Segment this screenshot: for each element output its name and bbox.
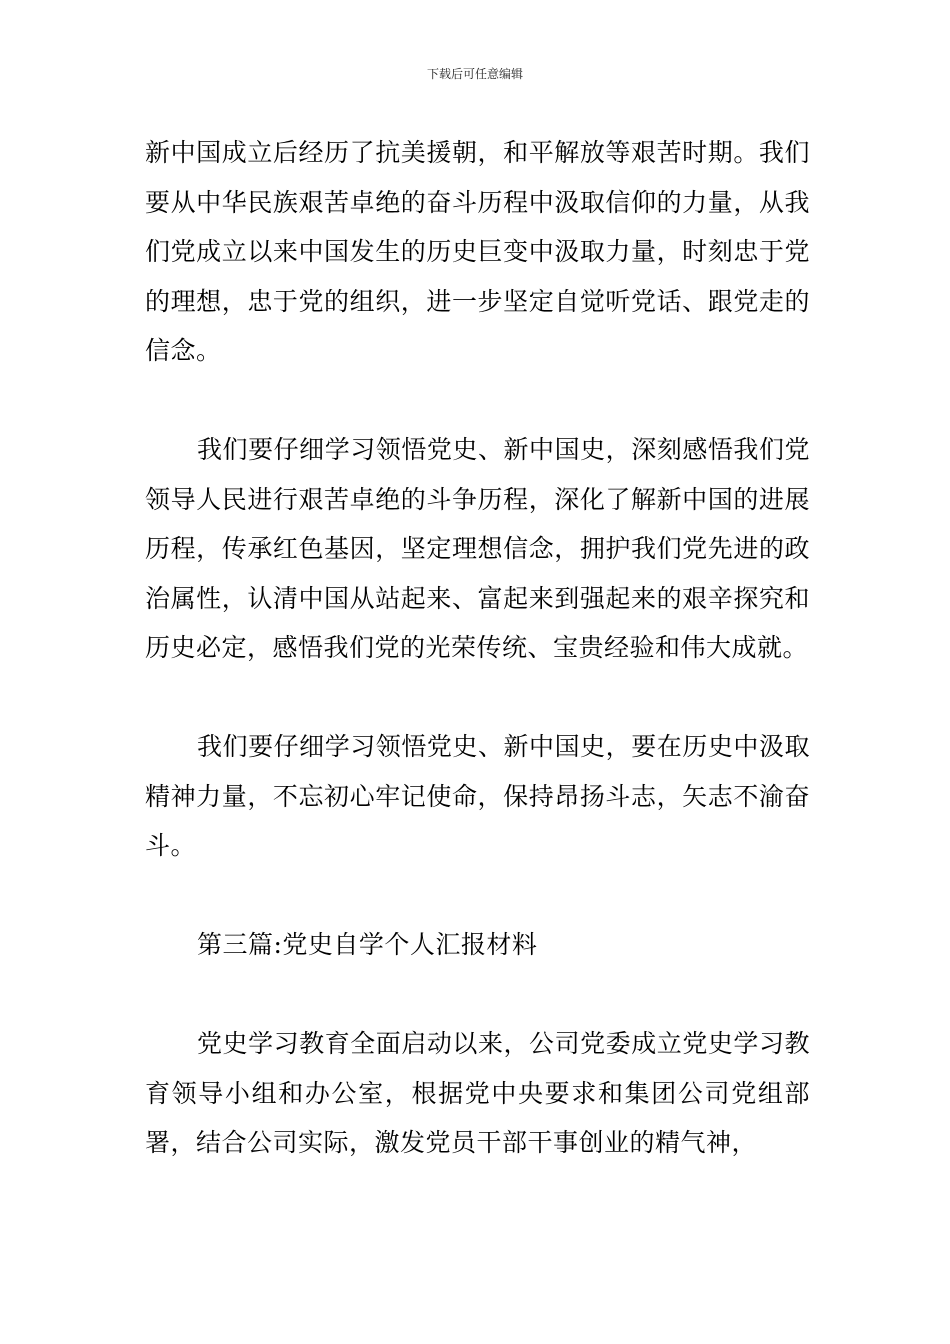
- paragraph-gap: [145, 970, 810, 1020]
- paragraph-4: 党史学习教育全面启动以来，公司党委成立党史学习教育领导小组和办公室，根据党中央要求和集团公司党组部署，结合公司实际，激发党员干部干事创业的精气神，: [145, 1029, 810, 1157]
- paragraph-gap: [145, 673, 810, 723]
- section-heading: 第三篇:党史自学个人汇报材料: [197, 930, 538, 959]
- paragraph-gap: [145, 871, 810, 921]
- paragraph-2: 我们要仔细学习领悟党史、新中国史，深刻感悟我们党领导人民进行艰苦卓绝的斗争历程，深化了解新中国的进展历程，传承红色基因，坚定理想信念，拥护我们党先进的政治属性，认清中国从站起来、富起来到强起来的艰辛探究和历史必定，感悟我们党的光荣传统、宝贵经验和伟大成就。: [145, 435, 810, 662]
- paragraph-1: 新中国成立后经历了抗美援朝，和平解放等艰苦时期。我们要从中华民族艰苦卓绝的奋斗历程中汲取信仰的力量，从我们党成立以来中国发生的历史巨变中汲取力量，时刻忠于党的理想，忠于党的组织，进一步坚定自觉听党话、跟党走的信念。: [145, 138, 810, 365]
- page-header: 下载后可任意编辑: [426, 67, 523, 81]
- document-body: [145, 128, 810, 1168]
- paragraph-gap: [145, 376, 810, 426]
- paragraph-3: 我们要仔细学习领悟党史、新中国史，要在历史中汲取精神力量，不忘初心牢记使命，保持昂扬斗志，矢志不渝奋斗。: [145, 732, 810, 860]
